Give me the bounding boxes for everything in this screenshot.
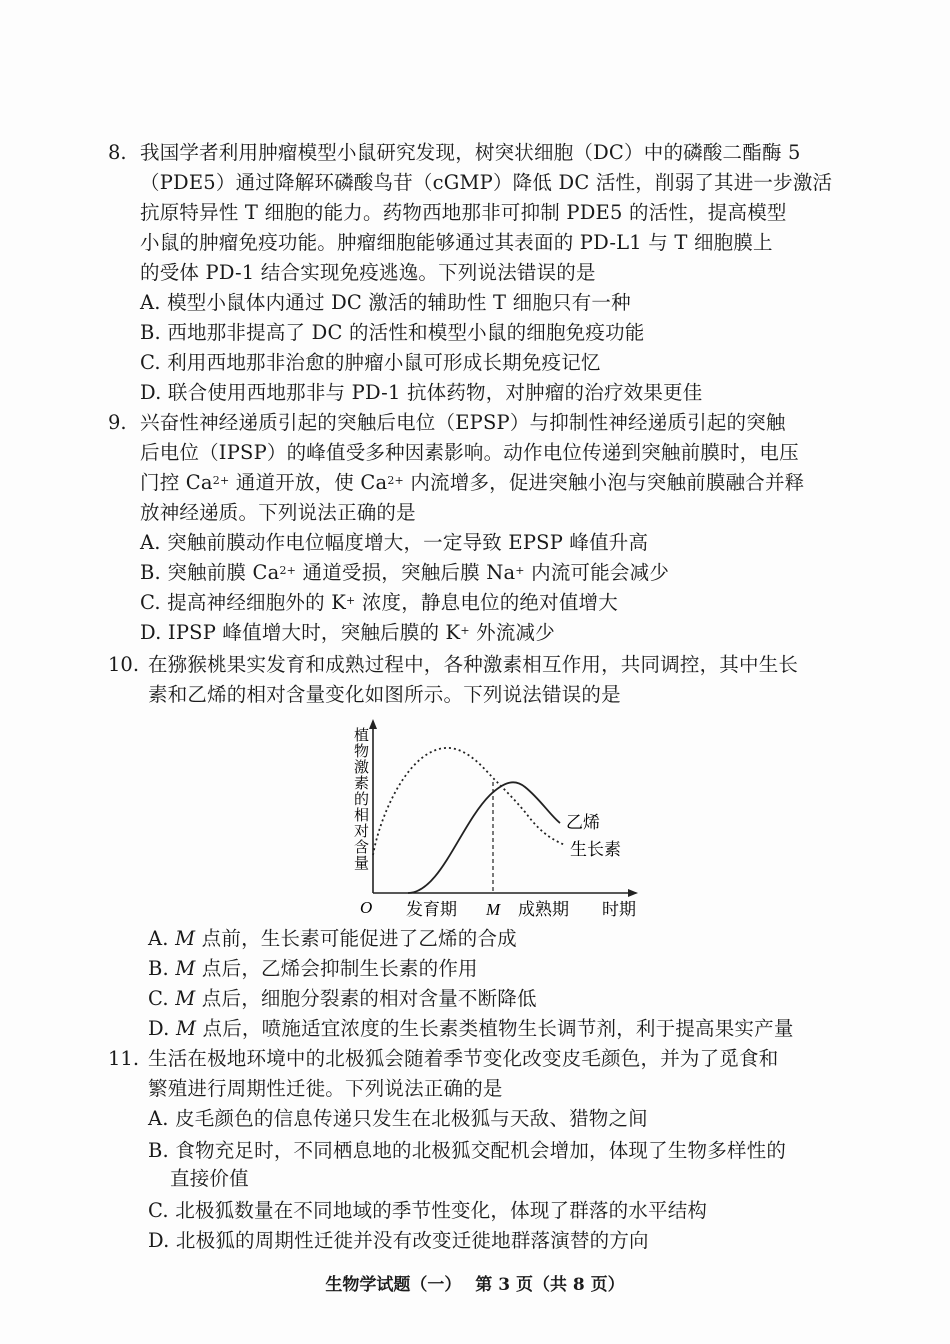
page-footer [0, 1270, 950, 1295]
question-stem-line: （PDE5）通过降解环磷酸鸟苷（cGMP）降低 DC 活性，削弱了其进一步激活 [140, 171, 833, 194]
question-stem-line: 我国学者利用肿瘤模型小鼠研究发现，树突状细胞（DC）中的磷酸二酯酶 5 [140, 141, 801, 164]
question-stem-line: 在猕猴桃果实发育和成熟过程中，各种激素相互作用，共同调控，其中生长 [148, 653, 799, 676]
question-stem-line: 的受体 PD-1 结合实现免疫逃逸。下列说法错误的是 [140, 261, 596, 284]
y-axis-arrow [369, 719, 377, 729]
question-number: 11. [108, 1047, 140, 1070]
option-b-continuation: 直接价值 [170, 1167, 249, 1190]
option-b[interactable]: B. 突触前膜 $Ca^{2+}$ 通道受损，突触后膜 Na+ 内流可能会减少 [140, 561, 670, 584]
option-a[interactable]: A. 模型小鼠体内通过 DC 激活的辅助性 T 细胞只有一种 [140, 291, 631, 314]
option-d[interactable]: D. M 点后，喷施适宜浓度的生长素类植物生长调节剂，利于提高果实产量 [148, 1017, 794, 1040]
x-axis-arrow [628, 889, 638, 897]
question-number: 9. [108, 411, 127, 434]
option-c[interactable]: C. 北极狐数量在不同地域的季节性变化，体现了群落的水平结构 [148, 1199, 708, 1222]
question-stem-line: 繁殖进行周期性迁徙。下列说法正确的是 [148, 1077, 503, 1100]
question-stem-line: 后电位（IPSP）的峰值受多种因素影响。动作电位传递到突触前膜时，电压 [140, 441, 799, 464]
question-number: 8. [108, 141, 127, 164]
curve-auxin [373, 748, 565, 855]
option-d[interactable]: D. 北极狐的周期性迁徙并没有改变迁徙地群落演替的方向 [148, 1229, 649, 1252]
curve-ethylene [408, 782, 560, 893]
x-stage-development: 发育期 [406, 900, 457, 919]
option-b[interactable]: B. M 点后，乙烯会抑制生长素的作用 [148, 957, 478, 980]
option-a[interactable]: A. 皮毛颜色的信息传递只发生在北极狐与天敌、猎物之间 [148, 1107, 648, 1130]
question-stem-line: 门控 $Ca^{2+}$ 通道开放，使 $Ca^{2+}$ 内流增多，促进突触小泡与突触前膜融合并释 [140, 471, 805, 494]
origin-label: O [360, 898, 373, 917]
option-d[interactable]: D. IPSP 峰值增大时，突触后膜的 K+ 外流减少 [140, 621, 555, 644]
question-stem-line: 兴奋性神经递质引起的突触后电位（EPSP）与抑制性神经递质引起的突触 [140, 411, 786, 434]
x-stage-ripening: 成熟期 [518, 900, 569, 919]
option-a[interactable]: A. 突触前膜动作电位幅度增大，一定导致 EPSP 峰值升高 [140, 531, 649, 554]
option-a[interactable]: A. M 点前，生长素可能促进了乙烯的合成 [148, 927, 517, 950]
hormone-figure [340, 715, 660, 930]
x-axis-label: 时期 [602, 900, 636, 919]
question-stem-line: 放神经递质。下列说法正确的是 [140, 501, 416, 524]
y-axis-label: 植物激素的相对含量 [352, 727, 368, 871]
question-number: 10. [108, 653, 140, 676]
x-point-m: M [486, 900, 501, 919]
page-number: 第 3 页（共 8 页） [475, 1275, 625, 1295]
exam-title: 生物学试题（一） [325, 1275, 462, 1295]
option-b[interactable]: B. 食物充足时，不同栖息地的北极狐交配机会增加，体现了生物多样性的 [148, 1139, 787, 1162]
option-c[interactable]: C. 提高神经细胞外的 K+ 浓度，静息电位的绝对值增大 [140, 591, 618, 614]
question-stem-line: 素和乙烯的相对含量变化如图所示。下列说法错误的是 [148, 683, 621, 706]
option-c[interactable]: C. M 点后，细胞分裂素的相对含量不断降低 [148, 987, 537, 1010]
question-stem-line: 生活在极地环境中的北极狐会随着季节变化改变皮毛颜色，并为了觅食和 [148, 1047, 779, 1070]
label-ethylene: 乙烯 [566, 813, 600, 832]
option-b[interactable]: B. 西地那非提高了 DC 的活性和模型小鼠的细胞免疫功能 [140, 321, 645, 344]
option-d[interactable]: D. 联合使用西地那非与 PD-1 抗体药物，对肿瘤的治疗效果更佳 [140, 381, 703, 404]
question-stem-line: 小鼠的肿瘤免疫功能。肿瘤细胞能够通过其表面的 PD-L1 与 T 细胞膜上 [140, 231, 773, 254]
question-stem-line: 抗原特异性 T 细胞的能力。药物西地那非可抑制 PDE5 的活性，提高模型 [140, 201, 787, 224]
label-auxin: 生长素 [570, 840, 621, 859]
option-c[interactable]: C. 利用西地那非治愈的肿瘤小鼠可形成长期免疫记忆 [140, 351, 601, 374]
